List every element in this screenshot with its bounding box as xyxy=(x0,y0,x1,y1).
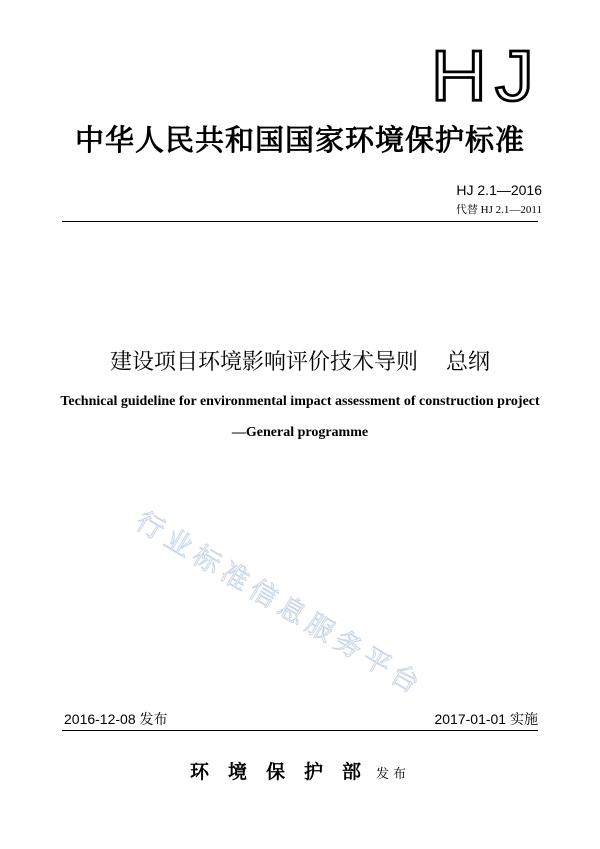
document-subtitle-english: —General programme xyxy=(231,425,369,440)
document-title-chinese: 建设项目环境影响评价技术导则 总纲 xyxy=(110,350,490,375)
standard-number: HJ 2.1—2016 xyxy=(456,182,542,198)
top-divider xyxy=(62,221,538,222)
bottom-divider xyxy=(62,730,538,731)
implementation-date: 2017-01-01 实施 xyxy=(434,711,538,727)
hj-logo: HJ xyxy=(430,35,542,117)
issuer-suffix: 发布 xyxy=(376,767,411,782)
issuer-line xyxy=(0,757,600,784)
issuing-body-title: 中华人民共和国国家环境保护标准 xyxy=(74,123,525,157)
watermark: 行业标准信息服务平台 xyxy=(130,506,430,703)
issue-date: 2016-12-08 发布 xyxy=(64,711,168,727)
document-title-english: Technical guideline for environmental impact assessment of construction project xyxy=(60,394,540,409)
issuer-name: 环境保护部 xyxy=(189,761,380,783)
replaced-standard: 代替 HJ 2.1—2011 xyxy=(455,204,542,216)
